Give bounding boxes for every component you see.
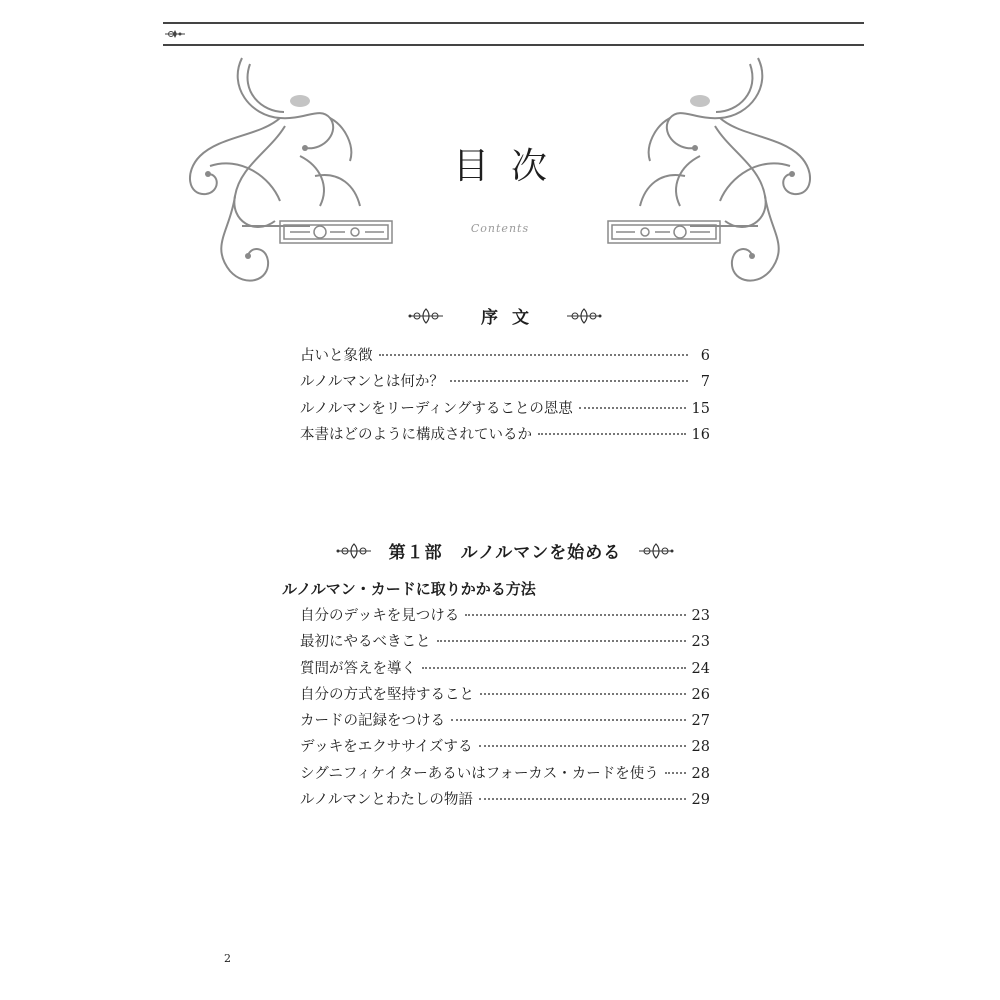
toc-leader-dots [422,667,686,669]
toc-entry-page: 29 [691,792,710,809]
toc-entry-page: 28 [691,739,710,756]
toc-entry-page: 27 [691,713,710,730]
toc-entry-page: 28 [691,765,710,782]
toc-entry-page: 23 [691,608,710,624]
toc-entry[interactable] [300,423,710,449]
toc-leader-dots [579,407,686,409]
toc-entry[interactable] [300,630,710,656]
toc-entry[interactable] [300,762,710,788]
ornament-right-icon [565,307,603,325]
toc-entry-title: 質問が答えを導く [300,660,416,677]
toc-leader-dots [437,640,686,642]
ornament-right-icon [637,542,675,560]
toc-entry-page: 26 [691,686,710,703]
section-heading-label: 序文 [481,308,543,328]
toc-entry-title: 本書はどのように構成されているか [300,426,532,443]
toc-leader-dots [465,614,685,616]
toc-entry-page: 6 [700,348,710,364]
toc-entry-title: 最初にやるべきこと [300,634,431,651]
toc-entry[interactable] [300,604,710,630]
toc-leader-dots [450,380,688,382]
page-number: 2 [224,952,231,965]
toc-entry-title: ルノルマンとは何か？ [300,374,444,391]
toc-entry-title: ルノルマンをリーディングすることの恩恵 [300,400,573,417]
header-rule-top [163,22,864,24]
toc-entry-page: 15 [691,400,710,417]
toc-leader-dots [665,772,686,774]
chapter-heading[interactable]: ルノルマン・カードに取りかかる方法 [282,580,536,598]
toc-entry-page: 7 [700,374,710,391]
toc-entry[interactable] [300,370,710,396]
toc-entry[interactable] [300,683,710,709]
toc-leader-dots [379,354,689,356]
page-subtitle: Contents [470,222,530,235]
toc-entry[interactable] [300,397,710,423]
toc-list-preface [300,344,710,449]
toc-entry-title: 占いと象徴 [300,348,373,364]
section-heading-preface [300,303,710,328]
toc-entry[interactable] [300,709,710,735]
toc-entry-page: 23 [691,634,710,651]
toc-entry[interactable] [300,657,710,683]
toc-entry[interactable] [300,735,710,761]
toc-leader-dots [451,719,686,721]
toc-leader-dots [538,433,686,435]
toc-entry-page: 24 [691,660,710,677]
section-heading-part1 [300,538,710,563]
toc-entry-title: シグニフィケイターあるいはフォーカス・カードを使う [300,765,659,782]
baroque-flourish-left [180,56,395,291]
toc-leader-dots [479,798,686,800]
toc-entry-title: カードの記録をつける [300,713,445,730]
page-title: 目次 [452,146,569,187]
toc-entry[interactable] [300,344,710,370]
header-rule-bottom [163,44,864,46]
ornament-left-icon [407,307,445,325]
toc-entry-title: 自分の方式を堅持すること [300,686,474,703]
toc-entry[interactable] [300,788,710,814]
toc-list-part1 [300,604,710,814]
toc-leader-dots [480,693,686,695]
toc-entry-title: ルノルマンとわたしの物語 [300,792,473,809]
baroque-flourish-right [605,56,820,291]
toc-entry-page: 16 [691,426,710,443]
toc-entry-title: 自分のデッキを見つける [300,608,460,624]
ornament-left-icon [335,542,373,560]
toc-leader-dots [479,745,686,747]
fleur-ornament-icon [163,27,187,41]
section-heading-label: 第１部 ルノルマンを始める [388,543,622,563]
toc-entry-title: デッキをエクササイズする [300,739,473,756]
